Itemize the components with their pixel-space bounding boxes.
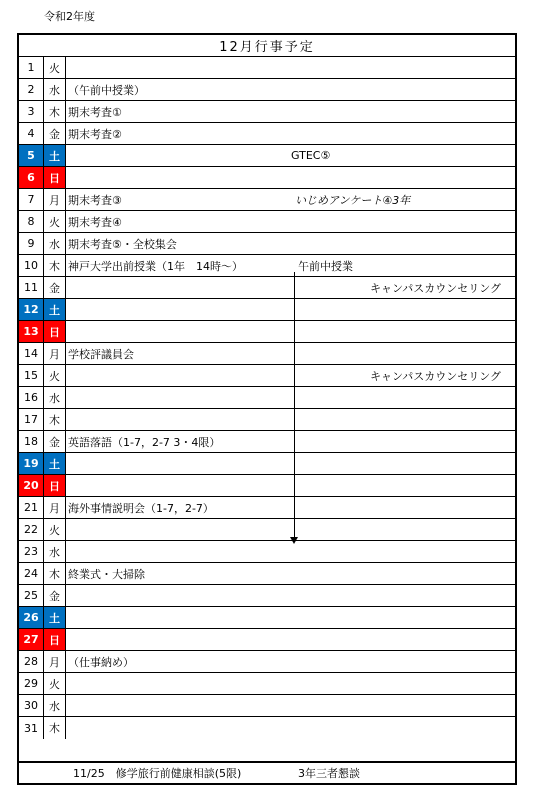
table-row bbox=[19, 387, 515, 409]
event-cell bbox=[66, 233, 515, 254]
event-cell bbox=[66, 651, 515, 672]
event-cell bbox=[66, 365, 515, 386]
weekday: 木 bbox=[44, 563, 66, 584]
day-number: 7 bbox=[19, 189, 44, 210]
day-number: 19 bbox=[19, 453, 44, 474]
day-number: 27 bbox=[19, 629, 44, 650]
page-title: 12月行事予定 bbox=[19, 35, 515, 57]
event-cell bbox=[66, 387, 515, 408]
period-bracket-line bbox=[294, 272, 295, 538]
day-number: 26 bbox=[19, 607, 44, 628]
weekday: 水 bbox=[44, 79, 66, 100]
footer-note-conference: 3年三者懇談 bbox=[298, 767, 360, 780]
weekday: 月 bbox=[44, 497, 66, 518]
event-text: 期末考査③ bbox=[68, 193, 122, 207]
event-text: 神戸大学出前授業（1年 14時～） bbox=[68, 259, 243, 273]
weekday: 木 bbox=[44, 255, 66, 276]
table-row bbox=[19, 673, 515, 695]
table-row bbox=[19, 475, 515, 497]
event-cell bbox=[66, 255, 515, 276]
day-number: 31 bbox=[19, 717, 44, 739]
weekday: 土 bbox=[44, 299, 66, 320]
event-cell bbox=[66, 475, 515, 496]
table-row bbox=[19, 541, 515, 563]
day-number: 3 bbox=[19, 101, 44, 122]
event-cell bbox=[66, 343, 515, 364]
table-row bbox=[19, 607, 515, 629]
weekday: 金 bbox=[44, 277, 66, 298]
event-cell bbox=[66, 607, 515, 628]
event-cell bbox=[66, 299, 515, 320]
table-row bbox=[19, 409, 515, 431]
weekday: 月 bbox=[44, 189, 66, 210]
table-row bbox=[19, 145, 515, 167]
day-number: 20 bbox=[19, 475, 44, 496]
day-number: 5 bbox=[19, 145, 44, 166]
table-row bbox=[19, 79, 515, 101]
event-cell bbox=[66, 123, 515, 144]
table-row bbox=[19, 695, 515, 717]
weekday: 土 bbox=[44, 145, 66, 166]
table-row bbox=[19, 365, 515, 387]
table-row bbox=[19, 321, 515, 343]
event-cell bbox=[66, 717, 515, 739]
day-number: 14 bbox=[19, 343, 44, 364]
weekday: 火 bbox=[44, 57, 66, 78]
event-text: （午前中授業） bbox=[68, 83, 145, 97]
day-number: 30 bbox=[19, 695, 44, 716]
weekday: 日 bbox=[44, 629, 66, 650]
event-text: GTEC⑤ bbox=[291, 149, 331, 162]
event-text: 期末考査⑤・全校集会 bbox=[68, 237, 177, 251]
event-text: キャンパスカウンセリング bbox=[370, 281, 502, 295]
day-number: 18 bbox=[19, 431, 44, 452]
weekday: 水 bbox=[44, 233, 66, 254]
day-number: 13 bbox=[19, 321, 44, 342]
weekday: 日 bbox=[44, 167, 66, 188]
table-row bbox=[19, 563, 515, 585]
table-row bbox=[19, 519, 515, 541]
event-cell bbox=[66, 101, 515, 122]
event-cell bbox=[66, 541, 515, 562]
weekday: 火 bbox=[44, 519, 66, 540]
weekday: 日 bbox=[44, 475, 66, 496]
footer-notes bbox=[17, 763, 517, 785]
table-row bbox=[19, 431, 515, 453]
event-text: 海外事情説明会（1-7，2-7） bbox=[68, 501, 214, 515]
day-number: 15 bbox=[19, 365, 44, 386]
event-cell bbox=[66, 585, 515, 606]
event-text: 期末考査④ bbox=[68, 215, 122, 229]
fiscal-year-label: 令和2年度 bbox=[44, 10, 95, 23]
day-number: 23 bbox=[19, 541, 44, 562]
table-row bbox=[19, 651, 515, 673]
day-number: 21 bbox=[19, 497, 44, 518]
day-number: 2 bbox=[19, 79, 44, 100]
weekday: 金 bbox=[44, 123, 66, 144]
weekday: 月 bbox=[44, 651, 66, 672]
event-cell bbox=[66, 321, 515, 342]
weekday: 土 bbox=[44, 453, 66, 474]
table-row bbox=[19, 255, 515, 277]
day-number: 25 bbox=[19, 585, 44, 606]
day-number: 29 bbox=[19, 673, 44, 694]
day-number: 4 bbox=[19, 123, 44, 144]
weekday: 土 bbox=[44, 607, 66, 628]
weekday: 月 bbox=[44, 343, 66, 364]
event-text: 期末考査① bbox=[68, 105, 122, 119]
event-cell bbox=[66, 563, 515, 584]
event-cell bbox=[66, 277, 515, 298]
table-row bbox=[19, 167, 515, 189]
weekday: 火 bbox=[44, 211, 66, 232]
event-cell bbox=[66, 167, 515, 188]
table-row bbox=[19, 277, 515, 299]
arrow-down-icon bbox=[290, 537, 298, 544]
weekday: 木 bbox=[44, 717, 66, 739]
weekday: 木 bbox=[44, 101, 66, 122]
event-cell bbox=[66, 409, 515, 430]
event-cell bbox=[66, 497, 515, 518]
event-cell bbox=[66, 57, 515, 78]
schedule-table bbox=[17, 33, 517, 763]
event-cell bbox=[66, 453, 515, 474]
table-row bbox=[19, 123, 515, 145]
weekday: 木 bbox=[44, 409, 66, 430]
table-row bbox=[19, 497, 515, 519]
event-text: キャンパスカウンセリング bbox=[370, 369, 502, 383]
day-number: 22 bbox=[19, 519, 44, 540]
day-number: 8 bbox=[19, 211, 44, 232]
event-cell bbox=[66, 211, 515, 232]
weekday: 水 bbox=[44, 541, 66, 562]
table-row bbox=[19, 717, 515, 739]
day-number: 6 bbox=[19, 167, 44, 188]
table-row bbox=[19, 629, 515, 651]
event-cell bbox=[66, 145, 515, 166]
day-number: 17 bbox=[19, 409, 44, 430]
day-number: 1 bbox=[19, 57, 44, 78]
weekday: 火 bbox=[44, 365, 66, 386]
day-number: 9 bbox=[19, 233, 44, 254]
event-cell bbox=[66, 629, 515, 650]
table-row bbox=[19, 453, 515, 475]
event-cell bbox=[66, 695, 515, 716]
weekday: 金 bbox=[44, 431, 66, 452]
event-cell bbox=[66, 673, 515, 694]
event-cell bbox=[66, 79, 515, 100]
table-row bbox=[19, 211, 515, 233]
day-number: 28 bbox=[19, 651, 44, 672]
day-number: 11 bbox=[19, 277, 44, 298]
event-text: 英語落語（1-7，2-7 3・4限） bbox=[68, 435, 221, 449]
weekday: 火 bbox=[44, 673, 66, 694]
event-cell bbox=[66, 431, 515, 452]
day-number: 16 bbox=[19, 387, 44, 408]
schedule-grid bbox=[19, 57, 515, 739]
weekday: 日 bbox=[44, 321, 66, 342]
table-row bbox=[19, 233, 515, 255]
table-row bbox=[19, 343, 515, 365]
day-number: 24 bbox=[19, 563, 44, 584]
table-row bbox=[19, 57, 515, 79]
event-text: 終業式・大掃除 bbox=[68, 567, 145, 581]
event-cell bbox=[66, 189, 515, 210]
event-text: 学校評議員会 bbox=[68, 347, 134, 361]
footer-note-health: 11/25 修学旅行前健康相談(5限) bbox=[73, 767, 242, 780]
day-number: 12 bbox=[19, 299, 44, 320]
weekday: 金 bbox=[44, 585, 66, 606]
event-text: （仕事納め） bbox=[68, 655, 134, 669]
table-row bbox=[19, 189, 515, 211]
day-number: 10 bbox=[19, 255, 44, 276]
event-text: 午前中授業 bbox=[298, 259, 353, 273]
table-row bbox=[19, 299, 515, 321]
event-text: いじめアンケート④3年 bbox=[295, 193, 411, 207]
weekday: 水 bbox=[44, 695, 66, 716]
table-row bbox=[19, 101, 515, 123]
table-row bbox=[19, 585, 515, 607]
event-text: 期末考査② bbox=[68, 127, 122, 141]
weekday: 水 bbox=[44, 387, 66, 408]
